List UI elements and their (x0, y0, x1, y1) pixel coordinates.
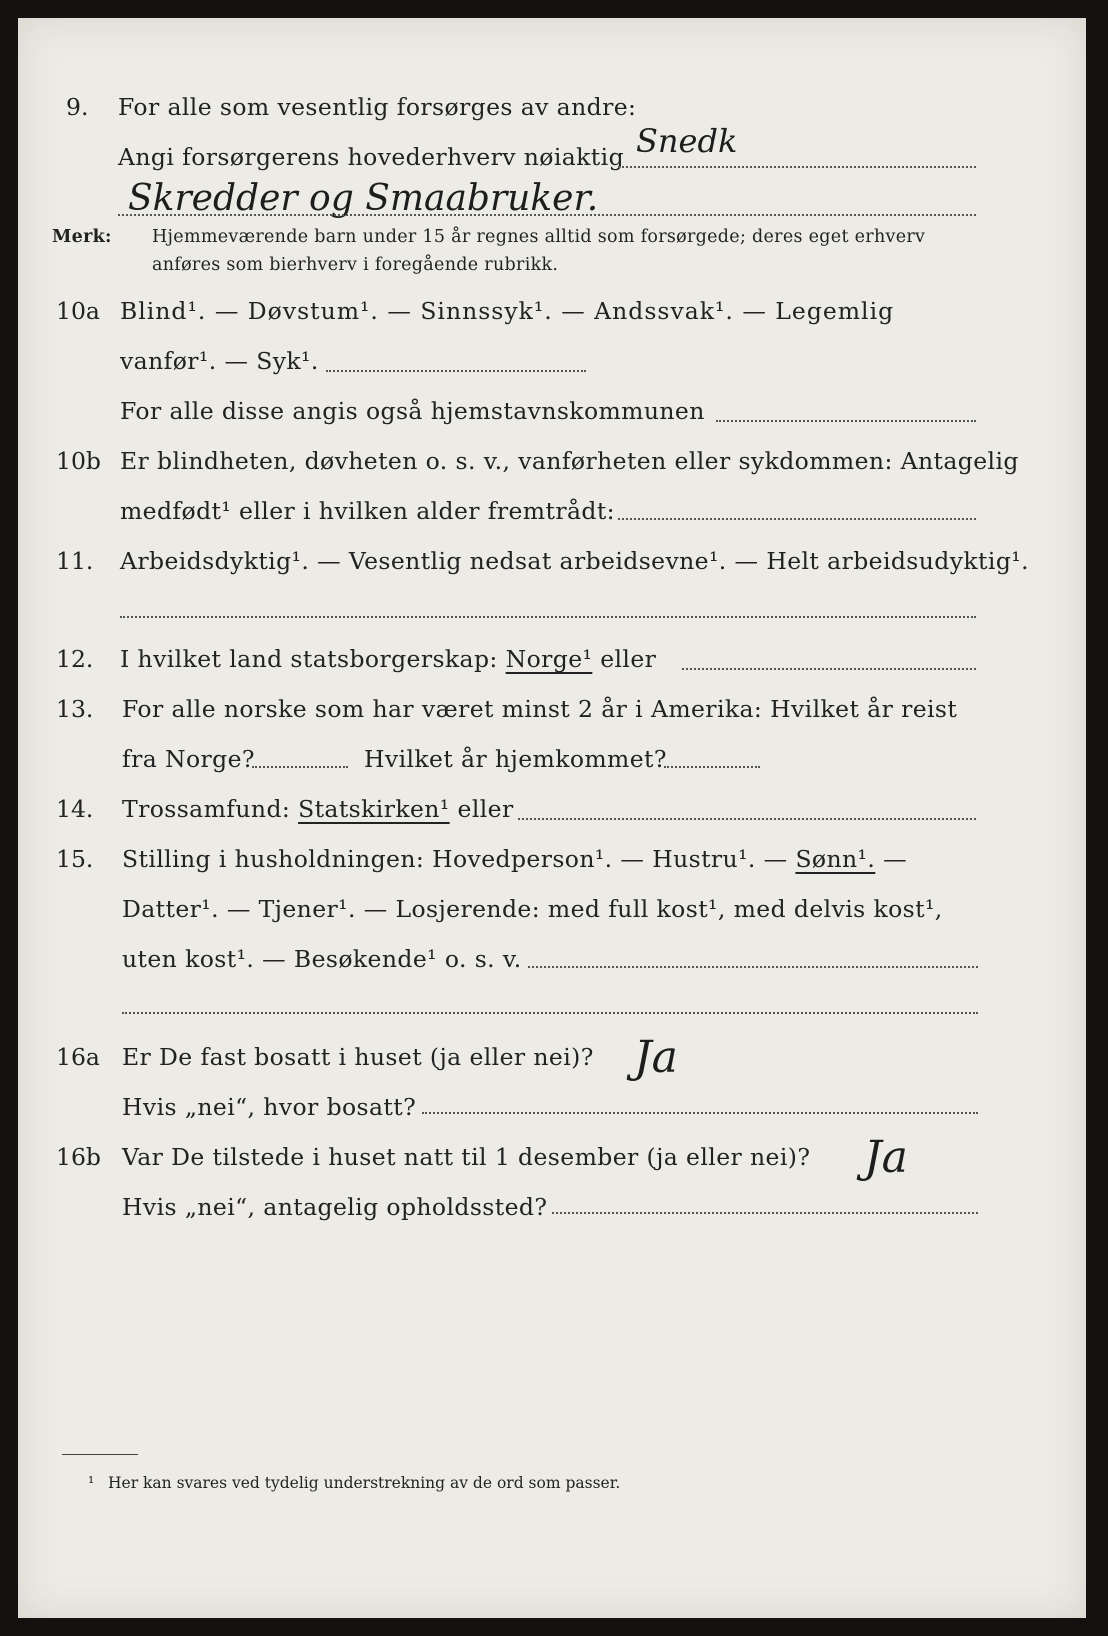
q9-line1: For alle som vesentlig forsørges av andre: (118, 93, 637, 121)
q12-number: 12. (56, 645, 94, 673)
q10a-line1: Blind¹. — Døvstum¹. — Sinnssyk¹. — Andssvak¹. — Legemlig (120, 297, 895, 325)
q14-line (122, 794, 514, 824)
q11-line1: Arbeidsdyktig¹. — Vesentlig nedsat arbeidsevne¹. — Helt arbeidsudyktig¹. (120, 547, 1029, 575)
q12-underlined-choice: Norge¹ (505, 645, 593, 673)
q16a-answer-line (422, 1112, 978, 1114)
q10a-number: 10a (56, 297, 100, 325)
q9-handwritten-occupation: Snedk (636, 122, 738, 160)
q13-line1: For alle norske som har været minst 2 år i Amerika: Hvilket år reist (122, 695, 958, 723)
q16b-answer-line (552, 1212, 978, 1214)
q10b-number: 10b (56, 447, 101, 475)
q11-number: 11. (56, 547, 94, 575)
q13-number: 13. (56, 695, 94, 723)
q16b-number: 16b (56, 1143, 101, 1171)
merk-line1: Hjemmeværende barn under 15 år regnes alltid som forsørgede; deres eget erhverv (152, 227, 926, 247)
q15-answer-line2 (122, 1012, 978, 1014)
q15-line1 (122, 844, 907, 874)
q16a-handwritten-answer: Ja (634, 1032, 678, 1083)
q15-line2: Datter¹. — Tjener¹. — Losjerende: med full kost¹, med delvis kost¹, (122, 895, 943, 923)
q10b-answer-line (618, 518, 976, 520)
q12-answer-line (682, 668, 976, 670)
q10a-line2: vanfør¹. — Syk¹. (120, 347, 319, 375)
q12-line (120, 644, 656, 674)
merk-label: Merk: (52, 227, 112, 247)
q12-prefix: I hvilket land statsborgerskap: (120, 645, 498, 673)
q10b-line1: Er blindheten, døvheten o. s. v., vanførheten eller sykdommen: Antagelig (120, 447, 1019, 475)
q11-answer-line (120, 616, 976, 618)
q9-line2: Angi forsørgerens hovederhverv nøiaktig (118, 143, 625, 171)
footnote-marker: ¹ (88, 1474, 95, 1492)
q13-left-answer-line (252, 766, 348, 768)
q14-number: 14. (56, 795, 94, 823)
q14-answer-line (518, 818, 976, 820)
footnote-text: Her kan svares ved tydelig understrekning av de ord som passer. (108, 1474, 621, 1492)
q9-answer-line2 (118, 214, 976, 216)
q15-number: 15. (56, 845, 94, 873)
merk-line2: anføres som bierhverv i foregående rubrikk. (152, 255, 559, 275)
q12-suffix: eller (600, 645, 657, 673)
q16b-handwritten-answer: Ja (864, 1132, 908, 1183)
q9-handwritten-answer: Skredder og Smaabruker. (128, 178, 599, 219)
q15-line3: uten kost¹. — Besøkende¹ o. s. v. (122, 945, 522, 973)
q15-answer-line1 (528, 966, 978, 968)
q10a-answer-line (326, 370, 586, 372)
q14-prefix: Trossamfund: (122, 795, 291, 823)
q10b-line2: medfødt¹ eller i hvilken alder fremtrådt: (120, 497, 615, 525)
q10a-line3: For alle disse angis også hjemstavnskommunen (120, 397, 705, 425)
q13-line2b: Hvilket år hjemkommet? (364, 745, 667, 773)
q16a-number: 16a (56, 1043, 100, 1071)
form-page (18, 18, 1086, 1618)
q16a-line1: Er De fast bosatt i huset (ja eller nei)? (122, 1043, 594, 1071)
q9-number: 9. (66, 93, 89, 121)
q10a-hometown-line (716, 420, 976, 422)
footnote-rule (62, 1454, 138, 1455)
q16b-line1: Var De tilstede i huset natt til 1 desember (ja eller nei)? (122, 1143, 811, 1171)
q16a-line2: Hvis „nei“, hvor bosatt? (122, 1093, 417, 1121)
q15-line1a: Stilling i husholdningen: Hovedperson¹. — Hustru¹. — (122, 845, 788, 873)
q14-suffix: eller (457, 795, 514, 823)
q13-right-answer-line (664, 766, 760, 768)
q15-underlined-choice: Sønn¹. (795, 845, 876, 873)
q16b-line2: Hvis „nei“, antagelig opholdssted? (122, 1193, 548, 1221)
q9-answer-line1 (618, 166, 976, 168)
q15-line1c: — (883, 845, 908, 873)
q14-underlined-choice: Statskirken¹ (298, 795, 450, 823)
q13-line2a: fra Norge? (122, 745, 255, 773)
